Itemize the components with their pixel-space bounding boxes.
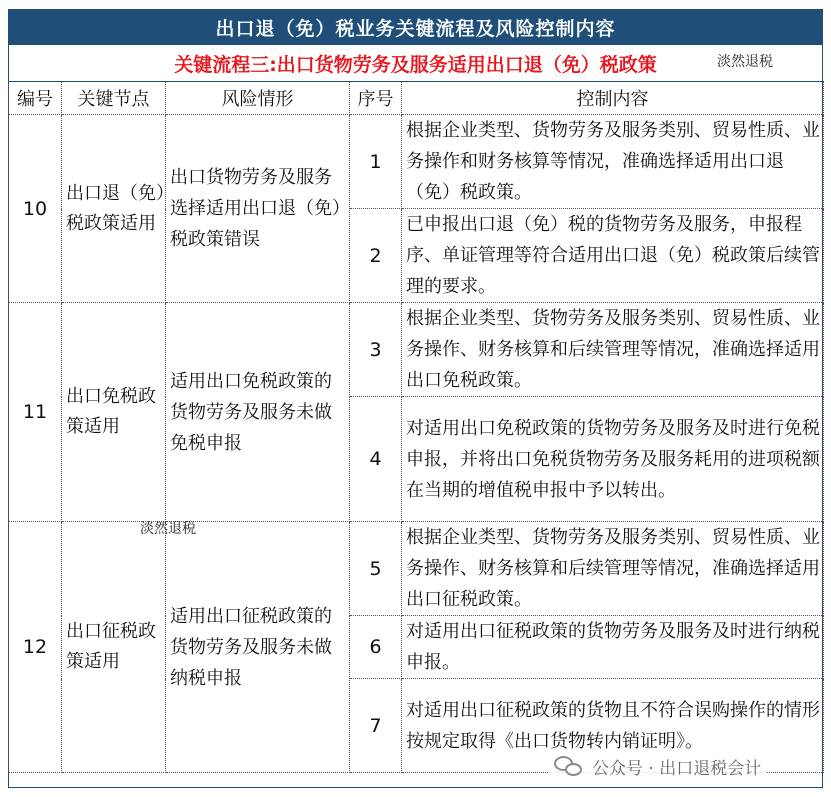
- cell-key-node: 出口免税政策适用: [62, 303, 166, 522]
- footer-watermark: [548, 752, 767, 780]
- wechat-icon: [554, 754, 584, 778]
- cell-control: 对适用出口征税政策的货物劳务及服务及时进行纳税申报。: [402, 616, 824, 679]
- table-row: [9, 522, 824, 616]
- cell-seq: 5: [350, 522, 402, 616]
- cell-risk: 适用出口免税政策的货物劳务及服务未做免税申报: [166, 303, 350, 522]
- cell-number: 11: [9, 303, 62, 522]
- table-title: 出口退（免）税业务关键流程及风险控制内容: [8, 9, 823, 45]
- cell-seq: 1: [350, 115, 402, 209]
- process-subtitle: 关键流程三:出口货物劳务及服务适用出口退（免）税政策: [174, 53, 657, 76]
- cell-control: 根据企业类型、货物劳务及服务类别、贸易性质、业务操作、财务核算和后续管理等情况，准确选择适用出口征税政策。: [402, 522, 824, 616]
- header-seq: 序号: [350, 82, 402, 115]
- cell-key-node: 出口退（免）税政策适用: [62, 115, 166, 303]
- cell-seq: 4: [350, 397, 402, 522]
- table-row: [9, 303, 824, 397]
- cell-control: 根据企业类型、货物劳务及服务类别、贸易性质、业务操作、财务核算和后续管理等情况，准确选择适用出口免税政策。: [402, 303, 824, 397]
- watermark-mid: 淡然退税: [140, 521, 196, 537]
- risk-control-table: [8, 81, 824, 773]
- cell-seq: 2: [350, 209, 402, 303]
- cell-number: 10: [9, 115, 62, 303]
- cell-control: 对适用出口征税政策的货物且不符合误购操作的情形按规定取得《出口货物转内销证明》。: [402, 679, 824, 773]
- header-control: 控制内容: [402, 82, 824, 115]
- cell-control: 对适用出口免税政策的货物劳务及服务及时进行免税申报，并将出口免税货物劳务及服务耗用的进项税额在当期的增值税申报中予以转出。: [402, 397, 824, 522]
- watermark-top: 淡然退税: [717, 54, 773, 70]
- cell-control: 已申报出口退（免）税的货物劳务及服务，申报程序、单证管理等符合适用出口退（免）税政策后续管理的要求。: [402, 209, 824, 303]
- cell-risk: 出口货物劳务及服务选择适用出口退（免）税政策错误: [166, 115, 350, 303]
- header-number: 编号: [9, 82, 62, 115]
- cell-risk: 适用出口征税政策的货物劳务及服务未做纳税申报: [166, 522, 350, 773]
- header-key-node: 关键节点: [62, 82, 166, 115]
- cell-seq: 3: [350, 303, 402, 397]
- cell-number: 12: [9, 522, 62, 773]
- footer-text: 公众号 · 出口退税会计: [592, 758, 762, 779]
- cell-seq: 7: [350, 679, 402, 773]
- cell-seq: 6: [350, 616, 402, 679]
- header-risk: 风险情形: [166, 82, 350, 115]
- table-row: [9, 115, 824, 209]
- cell-key-node: 出口征税政策适用: [62, 522, 166, 773]
- cell-control: 根据企业类型、货物劳务及服务类别、贸易性质、业务操作和财务核算等情况，准确选择适用出口退（免）税政策。: [402, 115, 824, 209]
- header-row: [9, 82, 824, 115]
